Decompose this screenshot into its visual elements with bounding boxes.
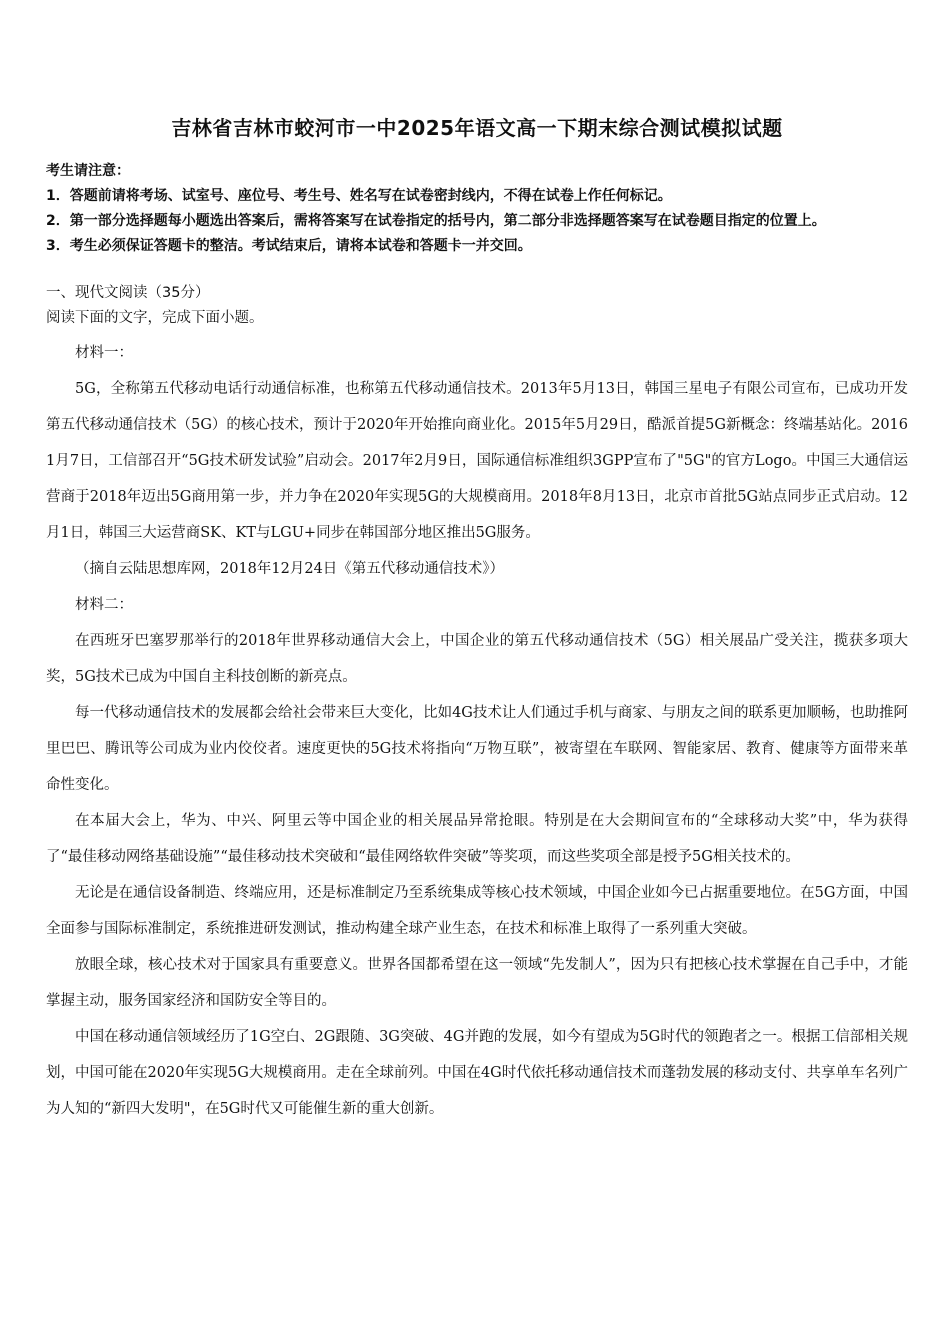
page-title: 吉林省吉林市蛟河市一中2025年语文高一下期末综合测试模拟试题 bbox=[171, 116, 783, 140]
material-2-paragraph-5: 放眼全球，核心技术对于国家具有重要意义。世界各国都希望在这一领域“先发制人”，因为只有把核心技术掌握在自己手中，才能掌握主动，服务国家经济和国防安全等目的。 bbox=[46, 957, 908, 1009]
material-1-paragraph: 5G，全称第五代移动电话行动通信标准，也称第五代移动通信技术。2013年5月13日，韩国三星电子有限公司宣布，已成功开发第五代移动通信技术（5G）的核心技术，预计于2020年开始推向商业化。2015年5月29日，酷派首提5G新概念：终端基站化。2016 1月7日，工信部召开“5G技术研发试验”启动会。2017年2月9日，国际通信标准组织3GPP宣布了"5G"的官方Logo。中国三大通信运营商于2018年迈出5G商用第一步，并力争在2020年实现5G的大规模商用。2018年8月13日，北京市首批5G站点同步正式启动。12月1日，韩国三大运营商SK、KT与LGU+同步在韩国部分地区推出5G服务。 bbox=[46, 381, 908, 541]
material-2-paragraph-3: 在本届大会上，华为、中兴、阿里云等中国企业的相关展品异常抢眼。特别是在大会期间宣布的“全球移动大奖”中，华为获得了“最佳移动网络基础设施”“最佳移动技术突破和“最佳网络软件突破”等奖项，而这些奖项全部是授予5G相关技术的。 bbox=[46, 813, 908, 865]
material-2-paragraph-6: 中国在移动通信领域经历了1G空白、2G跟随、3G突破、4G并跑的发展，如今有望成为5G时代的领跑者之一。根据工信部相关规划，中国可能在2020年实现5G大规模商用。走在全球前列。中国在4G时代依托移动通信技术而蓬勃发展的移动支付、共享单车名列广为人知的“新四大发明"，在5G时代又可能催生新的重大创新。 bbox=[46, 1029, 908, 1117]
reading-instruction: 阅读下面的文字，完成下面小题。 bbox=[46, 310, 264, 326]
material-1-label: 材料一： bbox=[75, 345, 133, 361]
material-2-label: 材料二： bbox=[75, 597, 133, 613]
exam-page bbox=[46, 112, 908, 1127]
notice-item-2: 2．第一部分选择题每小题选出答案后，需将答案写在试卷指定的括号内，第二部分非选择题答案写在试卷题目指定的位置上。 bbox=[46, 213, 826, 229]
notice-heading: 考生请注意： bbox=[46, 163, 130, 179]
notice-block bbox=[46, 159, 908, 259]
notice-item-3: 3．考生必须保证答题卡的整洁。考试结束后，请将本试卷和答题卡一并交回。 bbox=[46, 238, 532, 254]
material-2-paragraph-4: 无论是在通信设备制造、终端应用，还是标准制定乃至系统集成等核心技术领域，中国企业如今已占据重要地位。在5G方面，中国全面参与国际标准制定，系统推进研发测试，推动构建全球产业生态，在技术和标准上取得了一系列重大突破。 bbox=[46, 885, 908, 937]
section-heading: 一、现代文阅读（35分） bbox=[46, 285, 210, 301]
material-2-paragraph-2: 每一代移动通信技术的发展都会给社会带来巨大变化，比如4G技术让人们通过手机与商家、与朋友之间的联系更加顺畅，也助推阿里巴巴、腾讯等公司成为业内佼佼者。速度更快的5G技术将指向“万物互联”，被寄望在车联网、智能家居、教育、健康等方面带来革命性变化。 bbox=[46, 705, 908, 793]
material-2-paragraph-1: 在西班牙巴塞罗那举行的2018年世界移动通信大会上，中国企业的第五代移动通信技术（5G）相关展品广受关注，揽获多项大奖，5G技术已成为中国自主科技创断的新亮点。 bbox=[46, 633, 908, 685]
notice-item-1: 1．答题前请将考场、试室号、座位号、考生号、姓名写在试卷密封线内，不得在试卷上作任何标记。 bbox=[46, 188, 672, 204]
material-1-source: （摘自云陆思想库网，2018年12月24日《第五代移动通信技术》） bbox=[75, 561, 505, 577]
